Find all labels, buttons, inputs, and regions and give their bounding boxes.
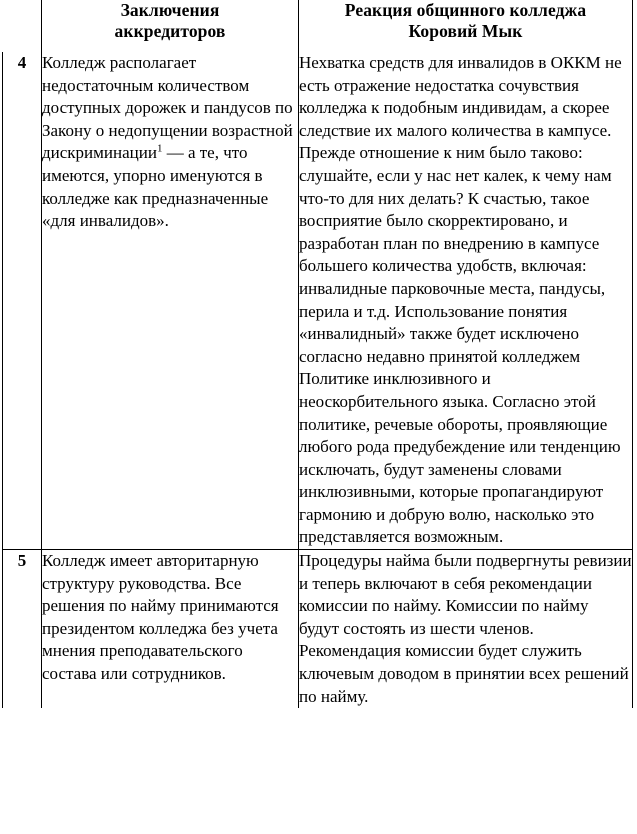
column-header-response-line1: Реакция общинного колледжа: [344, 0, 587, 20]
column-header-number: [3, 0, 42, 52]
finding-text: Колледж имеет авторитарную структуру руководства. Все решения по найму принимаются президентом колледжа без учета мнения преподавательского состава или сотрудников.: [42, 551, 279, 684]
response-text: Процедуры найма были подвергнуты ревизии и теперь включают в себя рекомендации комиссии по найму. Комиссии по найму будут состоять из шести членов. Рекомендация комиссии будет служить ключевым доводом в принятии всех решений по найму.: [299, 551, 632, 706]
table-row: [3, 52, 633, 550]
response-cell: [299, 550, 633, 709]
footnote-reference[interactable]: 1: [156, 142, 163, 155]
column-header-findings-line2: аккредиторов: [114, 21, 226, 41]
response-text: Нехватка средств для инвалидов в ОККМ не есть отражение недостатка сочувствия колледжа к подобным индивидам, а скорее следствие их малого количества в кампусе. Прежде отношение к ним было таково: слушайте, если у нас нет калек, к чему нам что-то для них делать? К счастью, такое восприятие было скорректировано, и разработан план по внедрению в кампусе большего количества удобств, включая: инвалидные парковочные места, пандусы, перила и т.д. Использование понятия «инвалидный» также будет исключено согласно недавно принятой колледжем Политике инклюзивного и неоскорбительного языка. Согласно этой политике, речевые обороты, проявляющие любого рода предубеждение или тенденцию исключать, будут заменены словами инклюзивными, которые пропагандируют гармонию и добрую волю, насколько это представляется возможным.: [299, 53, 622, 547]
finding-text-part1: Колледж располагает недостаточным количеством доступных дорожек и пандусов по Закону о недопущении возрастной дискриминации: [42, 53, 293, 163]
table-row: [3, 550, 633, 709]
finding-cell: [42, 550, 299, 709]
column-header-response: [299, 0, 633, 52]
table-body: [3, 52, 633, 708]
column-header-findings-line1: Заключения: [120, 0, 220, 20]
finding-cell: [42, 52, 299, 550]
finding-text: [42, 52, 298, 233]
row-number: 5: [3, 550, 42, 709]
finding-text-part2: — а те, что имеются, упорно именуются в колледже как предназначенные «для инвалидов».: [42, 143, 269, 231]
table-header: [3, 0, 633, 52]
table-header-row: [3, 0, 633, 52]
accreditation-findings-table: [2, 0, 633, 708]
column-header-response-line2: Коровий Мык: [408, 21, 523, 41]
response-cell: [299, 52, 633, 550]
column-header-findings: [42, 0, 299, 52]
row-number: 4: [3, 52, 42, 550]
